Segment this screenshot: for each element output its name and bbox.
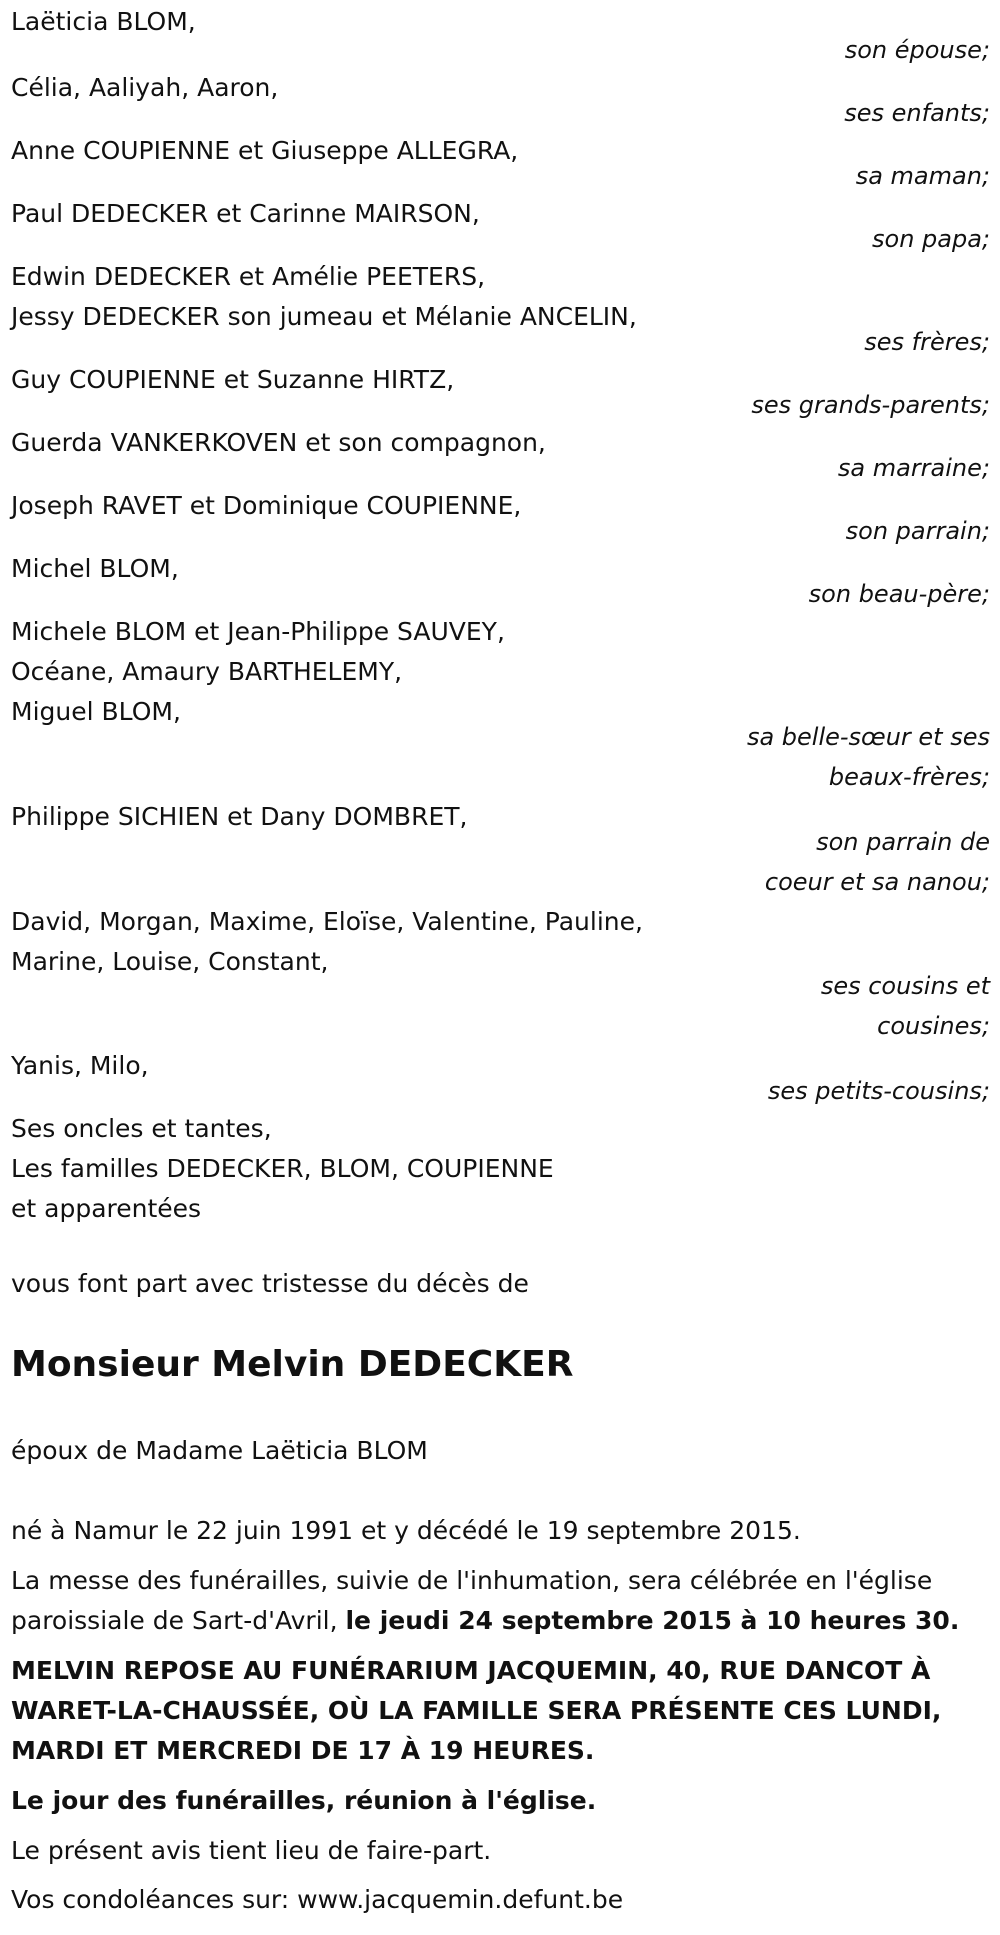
family-relation <box>670 322 990 362</box>
mass-date: le jeudi 24 septembre 2015 à 10 heures 30. <box>345 1606 960 1635</box>
relation-line: ses grands-parents; <box>751 391 990 419</box>
relation-line: cousines; <box>877 1012 990 1040</box>
extended-family-line: Les familles DEDECKER, BLOM, COUPIENNE <box>11 1154 554 1183</box>
extended-family-line: et apparentées <box>11 1194 202 1223</box>
relation-line: sa marraine; <box>837 454 990 482</box>
relation-line: son beau-père; <box>808 580 990 608</box>
family-name-line: Michel BLOM, <box>11 554 179 583</box>
family-name-line: Anne COUPIENNE et Giuseppe ALLEGRA, <box>11 136 519 165</box>
family-relation <box>670 385 990 425</box>
family-relation <box>670 156 990 196</box>
mass-paragraph <box>11 1561 993 1641</box>
family-names <box>11 423 731 463</box>
family-name-line: Guerda VANKERKOVEN et son compagnon, <box>11 428 546 457</box>
family-name-line: Michele BLOM et Jean-Philippe SAUVEY, <box>11 617 505 646</box>
family-name-line: Jessy DEDECKER son jumeau et Mélanie ANCELIN, <box>11 302 637 331</box>
relation-line: ses frères; <box>864 328 990 356</box>
funerarium-notice: MELVIN REPOSE AU FUNÉRARIUM JACQUEMIN, 40, RUE DANCOT À WARET-LA-CHAUSSÉE, OÙ LA FAMILLE SERA PRÉSENTE CES LUNDI, MARDI ET MERCREDI DE 17 À 19 HEURES. <box>11 1656 942 1765</box>
family-name-line: Yanis, Milo, <box>11 1051 149 1080</box>
family-names <box>11 797 731 837</box>
family-relation <box>670 30 990 70</box>
family-relation <box>670 966 990 1046</box>
relation-line: son papa; <box>872 225 990 253</box>
family-relation <box>670 822 990 902</box>
family-name-line: Guy COUPIENNE et Suzanne HIRTZ, <box>11 365 455 394</box>
family-name-line: Philippe SICHIEN et Dany DOMBRET, <box>11 802 468 831</box>
family-relation <box>670 717 990 797</box>
announcement-text: vous font part avec tristesse du décès de <box>11 1269 529 1298</box>
family-names <box>11 194 731 234</box>
family-names <box>11 68 731 108</box>
family-names <box>11 131 731 171</box>
family-name-line: Célia, Aaliyah, Aaron, <box>11 73 279 102</box>
family-name-line: Laëticia BLOM, <box>11 7 196 36</box>
faire-part-notice: Le présent avis tient lieu de faire-part. <box>11 1836 492 1865</box>
family-relation <box>670 219 990 259</box>
family-name-line: Marine, Louise, Constant, <box>11 947 329 976</box>
family-names <box>11 612 731 732</box>
family-names <box>11 360 731 400</box>
condolences-line: Vos condoléances sur: www.jacquemin.defunt.be <box>11 1885 624 1914</box>
extended-family-line: Ses oncles et tantes, <box>11 1114 272 1143</box>
birth-death-line: né à Namur le 22 juin 1991 et y décédé le 19 septembre 2015. <box>11 1516 801 1545</box>
family-relation <box>670 1071 990 1111</box>
family-names <box>11 549 731 589</box>
relation-line: son épouse; <box>844 36 990 64</box>
family-relation <box>670 448 990 488</box>
family-name-line: Miguel BLOM, <box>11 697 181 726</box>
family-name-line: David, Morgan, Maxime, Eloïse, Valentine, Pauline, <box>11 907 643 936</box>
family-relation <box>670 511 990 551</box>
relation-line: beaux-frères; <box>828 763 990 791</box>
relation-line: sa maman; <box>855 162 990 190</box>
family-names <box>11 257 731 337</box>
relation-line: ses cousins et <box>820 972 990 1000</box>
relation-line: ses enfants; <box>844 99 990 127</box>
family-name-line: Edwin DEDECKER et Amélie PEETERS, <box>11 262 486 291</box>
relation-line: coeur et sa nanou; <box>764 868 990 896</box>
relation-line: sa belle-sœur et ses <box>746 723 990 751</box>
mass-text: La messe des funérailles, suivie de l'inhumation, sera célébrée en l'église paroissiale de Sart-d'Avril, <box>11 1566 933 1635</box>
family-name-line: Paul DEDECKER et Carinne MAIRSON, <box>11 199 480 228</box>
family-relation <box>670 93 990 133</box>
family-name-line: Océane, Amaury BARTHELEMY, <box>11 657 403 686</box>
spouse-line: époux de Madame Laëticia BLOM <box>11 1436 428 1465</box>
meeting-notice: Le jour des funérailles, réunion à l'église. <box>11 1786 597 1815</box>
family-names <box>11 486 731 526</box>
family-relation <box>670 574 990 614</box>
family-names <box>11 2 731 42</box>
family-name-line: Joseph RAVET et Dominique COUPIENNE, <box>11 491 522 520</box>
relation-line: ses petits-cousins; <box>767 1077 990 1105</box>
family-names <box>11 902 731 982</box>
deceased-name: Monsieur Melvin DEDECKER <box>11 1344 574 1385</box>
family-names <box>11 1046 731 1086</box>
extended-family <box>11 1109 731 1229</box>
relation-line: son parrain de <box>816 828 990 856</box>
relation-line: son parrain; <box>845 517 990 545</box>
